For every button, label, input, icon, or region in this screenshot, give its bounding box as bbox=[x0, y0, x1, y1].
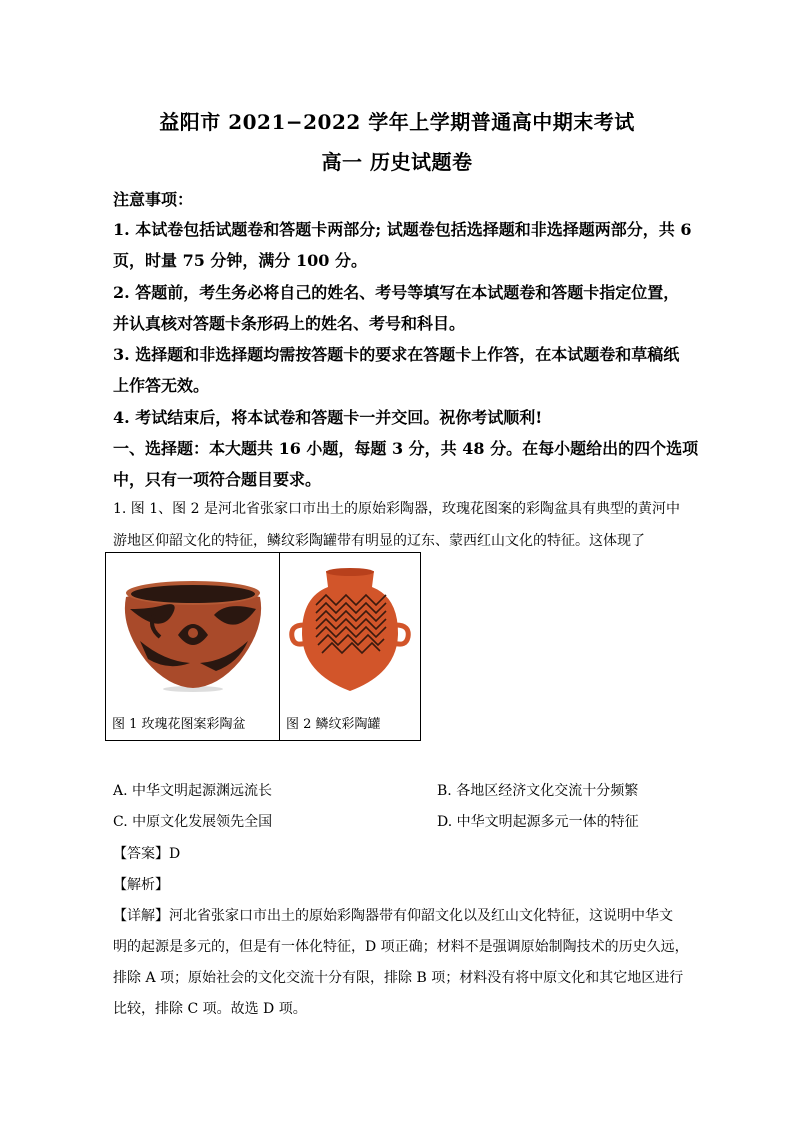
option-a: A. 中华文明起源渊远流长 bbox=[113, 783, 273, 799]
detail-line: 【详解】河北省张家口市出土的原始彩陶器带有仰韶文化以及红山文化特征，这说明中华文 bbox=[113, 908, 673, 924]
notice-line: 页，时量 75 分钟，满分 100 分。 bbox=[113, 251, 367, 270]
notice-line: 2. 答题前，考生务必将自己的姓名、考号等填写在本试题卷和答题卡指定位置， bbox=[113, 283, 680, 302]
notice-line: 并认真核对答题卡条形码上的姓名、考号和科目。 bbox=[113, 314, 466, 333]
figure-table bbox=[105, 552, 421, 741]
exam-subtitle: 高一 历史试题卷 bbox=[321, 150, 473, 174]
figure1-caption: 图 1 玫瑰花图案彩陶盆 bbox=[112, 717, 246, 732]
detail-line: 明的起源是多元的，但是有一体化特征，D 项正确；材料不是强调原始制陶技术的历史久远， bbox=[113, 939, 689, 955]
option-d: D. 中华文明起源多元一体的特征 bbox=[437, 814, 639, 830]
figure2-caption: 图 2 鳞纹彩陶罐 bbox=[286, 717, 381, 732]
figure2-cell bbox=[280, 553, 420, 740]
notice-line: 4. 考试结束后，将本试卷和答题卡一并交回。祝你考试顺利! bbox=[113, 408, 543, 427]
section-heading: 中，只有一项符合题目要求。 bbox=[113, 470, 322, 489]
question-stem: 游地区仰韶文化的特征，鳞纹彩陶罐带有明显的辽东、蒙西红山文化的特征。这体现了 bbox=[113, 533, 645, 549]
answer-line: 【答案】D bbox=[113, 846, 181, 862]
analysis-label: 【解析】 bbox=[113, 877, 169, 893]
detail-line: 排除 A 项；原始社会的文化交流十分有限，排除 B 项；材料没有将中原文化和其它地区进行 bbox=[113, 970, 684, 986]
question-stem: 1. 图 1、图 2 是河北省张家口市出土的原始彩陶器，玫瑰花图案的彩陶盆具有典型的黄河中 bbox=[113, 501, 680, 517]
notice-line: 3. 选择题和非选择题均需按答题卡的要求在答题卡上作答，在本试题卷和草稿纸 bbox=[113, 345, 680, 364]
detail-line: 比较，排除 C 项。故选 D 项。 bbox=[113, 1001, 307, 1017]
notice-line: 1. 本试卷包括试题卷和答题卡两部分; 试题卷包括选择题和非选择题两部分，共 6 bbox=[113, 220, 692, 239]
notice-heading: 注意事项： bbox=[113, 190, 194, 209]
exam-title: 益阳市 2021−2022 学年上学期普通高中期末考试 bbox=[159, 110, 635, 134]
painted-basin-image bbox=[120, 575, 266, 693]
notice-line: 上作答无效。 bbox=[113, 376, 210, 395]
scale-pattern-jar-image bbox=[286, 567, 414, 695]
figure1-cell bbox=[106, 553, 280, 740]
option-c: C. 中原文化发展领先全国 bbox=[113, 814, 273, 830]
section-heading: 一、选择题：本大题共 16 小题，每题 3 分，共 48 分。在每小题给出的四个选项 bbox=[113, 439, 699, 458]
option-b: B. 各地区经济文化交流十分频繁 bbox=[437, 783, 639, 799]
